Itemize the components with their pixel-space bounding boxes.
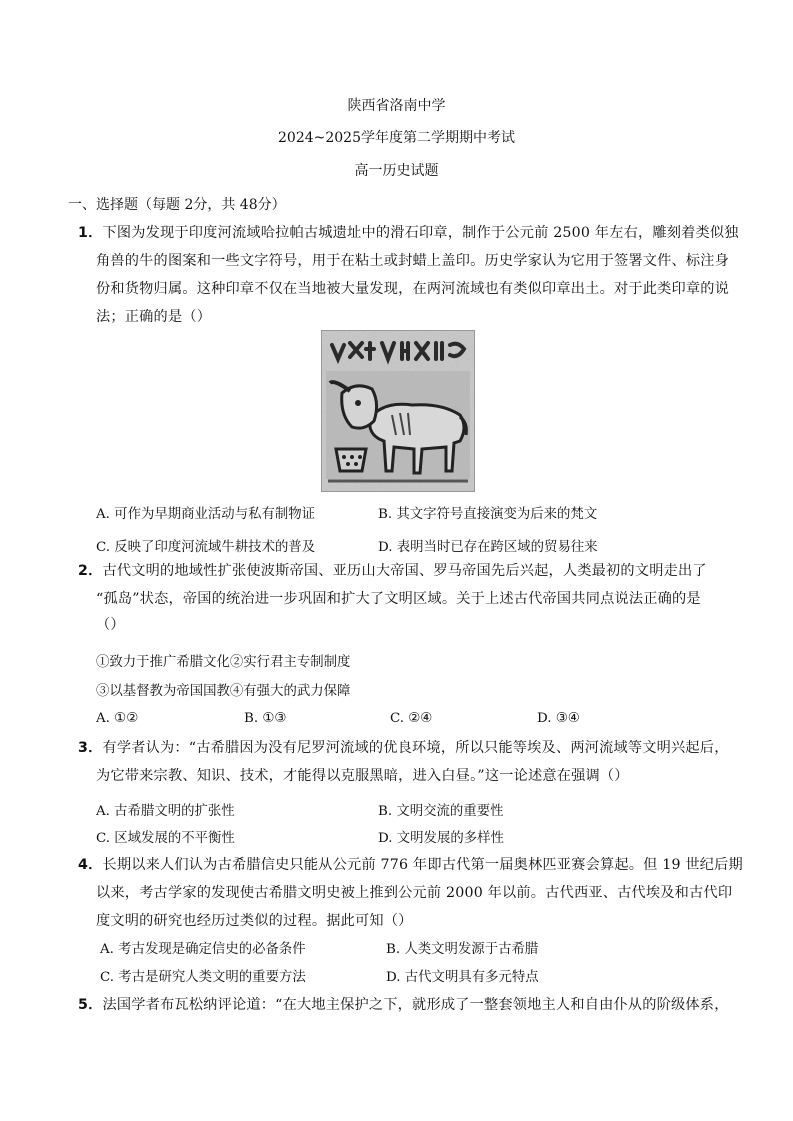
- question-2-option-c[interactable]: C. ②④: [390, 711, 433, 726]
- question-4-option-d[interactable]: D. 古代文明具有多元特点: [386, 970, 539, 985]
- question-4-line-2: 以来，考古学家的发现使古希腊文明史被上推到公元前 2000 年以前。古代西亚、古代埃及和古代印: [96, 885, 733, 901]
- question-2-line-2: “孤岛”状态，帝国的统治进一步巩固和扩大了文明区域。关于上述古代帝国共同点说法正确的是: [96, 591, 701, 607]
- question-2-number: 2．: [78, 563, 103, 579]
- question-5-line-1: 5．法国学者布瓦松纳评论道：“在大地主保护之下，就形成了一整套领地主人和自由仆从的阶级体系，: [78, 997, 729, 1013]
- exam-term: 2024~2025学年度第二学期期中考试: [278, 130, 515, 146]
- question-4-option-a[interactable]: A. 考古发现是确定信史的必备条件: [100, 942, 306, 957]
- question-2-line-3: （）: [96, 617, 125, 633]
- question-3-option-b[interactable]: B. 文明交流的重要性: [378, 804, 504, 819]
- section-title: 一、选择题（每题 2分，共 48分）: [68, 197, 286, 213]
- question-1-option-d[interactable]: D. 表明当时已存在跨区域的贸易往来: [378, 540, 598, 555]
- question-4-option-b[interactable]: B. 人类文明发源于古希腊: [386, 942, 539, 957]
- question-4-option-c[interactable]: C. 考古是研究人类文明的重要方法: [100, 970, 306, 985]
- question-1-line-1: 1．下图为发现于印度河流域哈拉帕古城遗址中的滑石印章，制作于公元前 2500 年左右，雕刻着类似独: [78, 225, 739, 241]
- indus-seal-image: [321, 330, 475, 492]
- question-2-statement-2: ③以基督教为帝国国教④有强大的武力保障: [96, 684, 351, 699]
- question-1-line-2: 角兽的牛的图案和一些文字符号，用于在粘土或封蜡上盖印。历史学家认为它用于签署文件、标注身: [96, 253, 730, 269]
- question-2-option-a[interactable]: A. ①②: [96, 711, 139, 726]
- question-3-option-d[interactable]: D. 文明发展的多样性: [378, 831, 504, 846]
- school-name: 陕西省洛南中学: [347, 98, 446, 114]
- question-3-line-1: 3．有学者认为：“古希腊因为没有尼罗河流域的优良环境，所以只能等埃及、两河流域等文明兴起后，: [78, 740, 729, 756]
- question-2-option-d[interactable]: D. ③④: [537, 711, 580, 726]
- exam-subject: 高一历史试题: [354, 163, 439, 179]
- question-2-line-1: 2．古代文明的地域性扩张使波斯帝国、亚历山大帝国、罗马帝国先后兴起，人类最初的文明走出了: [78, 563, 707, 579]
- question-1-option-a[interactable]: A. 可作为早期商业活动与私有制物证: [96, 507, 316, 522]
- question-2-statement-1: ①致力于推广希腊文化②实行君主专制制度: [96, 655, 351, 670]
- question-5-number: 5．: [78, 997, 103, 1013]
- seal-image-icon: [322, 331, 474, 491]
- question-3-option-a[interactable]: A. 古希腊文明的扩张性: [96, 804, 235, 819]
- question-2-option-b[interactable]: B. ①③: [244, 711, 287, 726]
- question-4-line-1: 4．长期以来人们认为古希腊信史只能从公元前 776 年即古代第一届奥林匹亚赛会算起。但 19 世纪后期: [78, 857, 743, 873]
- question-3-line-2: 为它带来宗教、知识、技术，才能得以克服黑暗，进入白昼。”这一论述意在强调（）: [96, 768, 629, 784]
- question-1-option-b[interactable]: B. 其文字符号直接演变为后来的梵文: [378, 507, 598, 522]
- question-4-number: 4．: [78, 857, 103, 873]
- question-1-option-c[interactable]: C. 反映了印度河流域牛耕技术的普及: [96, 540, 316, 555]
- question-1-number: 1．: [78, 225, 103, 241]
- question-1-line-3: 份和货物归属。这种印章不仅在当地被大量发现，在两河流域也有类似印章出土。对于此类印章的说: [96, 281, 730, 297]
- question-1-line-4: 法；正确的是（）: [96, 309, 212, 325]
- question-3-option-c[interactable]: C. 区域发展的不平衡性: [96, 831, 235, 846]
- question-4-line-3: 度文明的研究也经历过类似的过程。据此可知（）: [96, 913, 413, 929]
- question-3-number: 3．: [78, 740, 103, 756]
